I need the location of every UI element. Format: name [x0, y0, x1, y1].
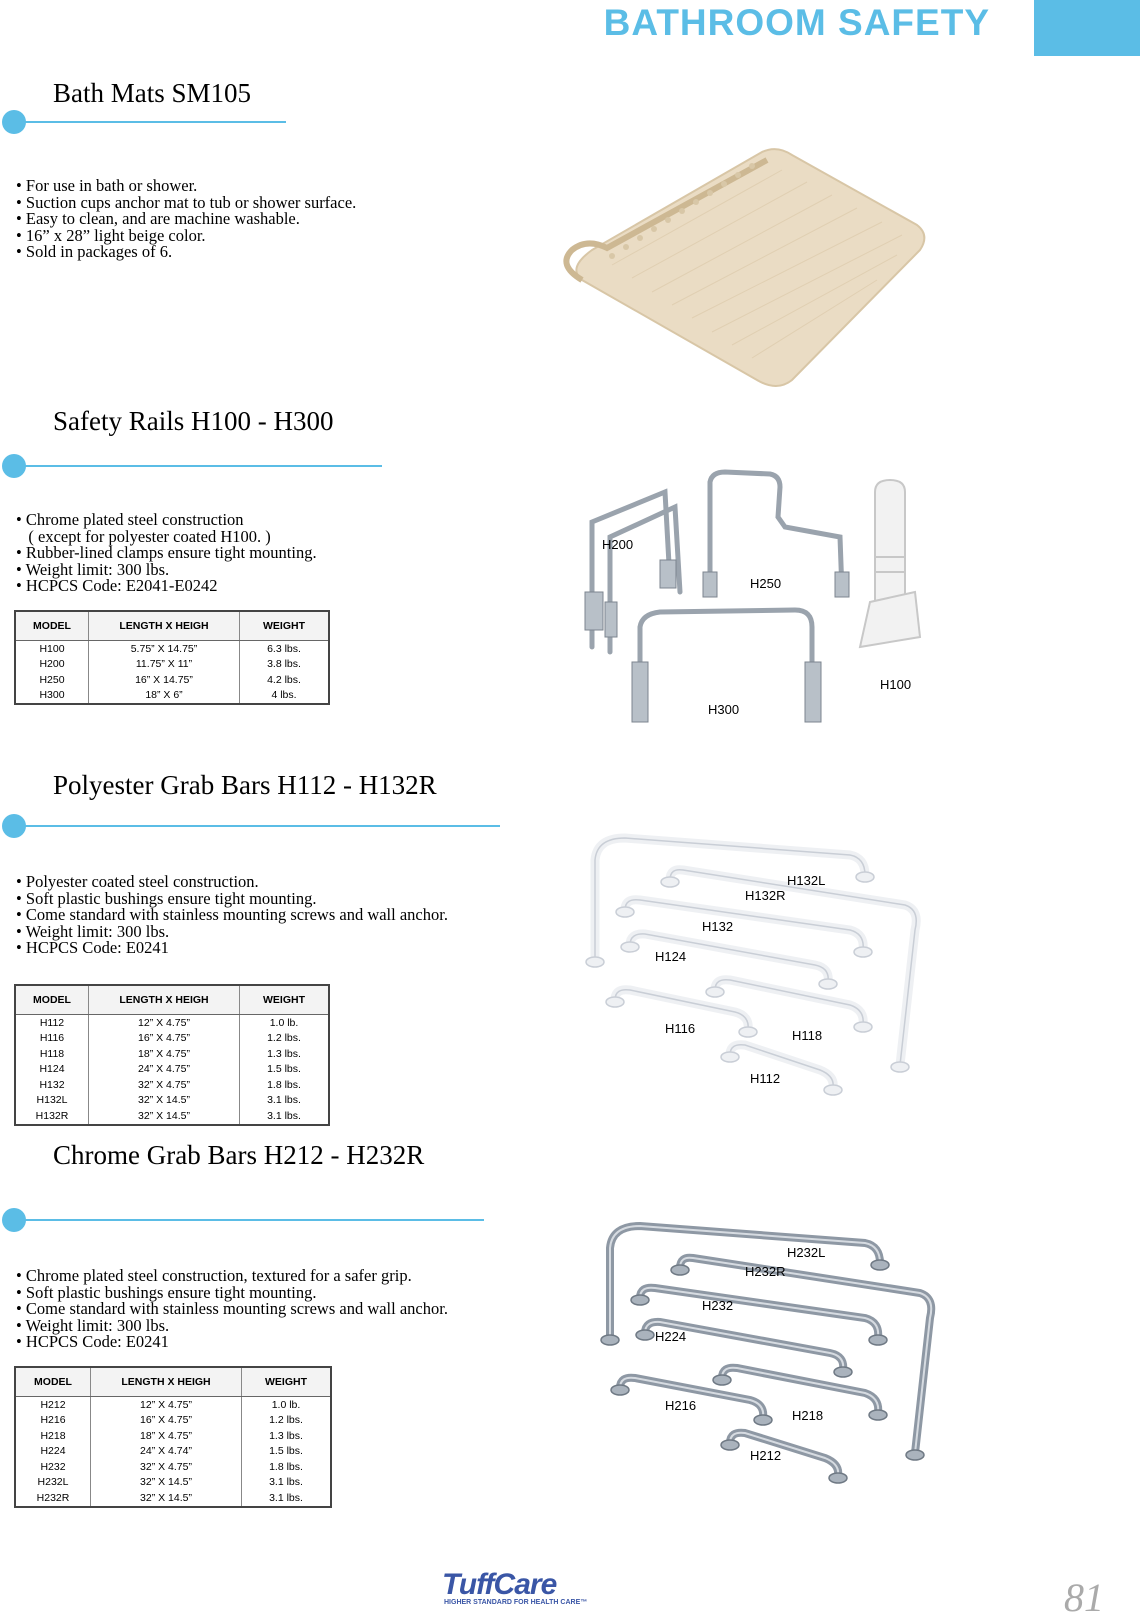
table-cell: H232L — [15, 1475, 91, 1491]
column-header: WEIGHT — [242, 1367, 332, 1397]
product-label-h224: H224 — [655, 1329, 687, 1344]
feature-item: • Weight limit: 300 lbs. — [16, 1318, 448, 1335]
safety-rails-image — [580, 462, 980, 762]
section-rule — [14, 1219, 484, 1221]
table-row — [15, 672, 329, 688]
safety-rails-spec-table — [14, 610, 330, 705]
feature-item: • For use in bath or shower. — [16, 178, 356, 195]
feature-item: • Come standard with stainless mounting screws and wall anchor. — [16, 1301, 448, 1318]
table-cell: 1.0 lb. — [271, 1398, 301, 1411]
table-row — [15, 1490, 331, 1507]
table-cell: 4 lbs. — [271, 689, 297, 702]
product-label-h100: H100 — [880, 677, 912, 692]
product-label-h132: H132 — [702, 919, 734, 934]
table-cell: 12” X 4.75” — [89, 1015, 240, 1031]
table-cell: H218 — [15, 1428, 91, 1444]
product-label-h118: H118 — [792, 1028, 823, 1043]
table-cell: H132L — [15, 1093, 89, 1109]
product-label-h232: H232 — [702, 1298, 734, 1313]
table-cell: 3.1 lbs. — [269, 1491, 303, 1504]
feature-item: • Chrome plated steel construction, textured for a safer grip. — [16, 1268, 448, 1285]
table-cell: 12” X 4.75” — [91, 1397, 242, 1413]
feature-item: • Suction cups anchor mat to tub or shower surface. — [16, 195, 356, 212]
table-cell: H132 — [15, 1077, 89, 1093]
table-row — [15, 1428, 331, 1444]
column-header: LENGTH X HEIGH — [91, 1367, 242, 1397]
product-label-h200: H200 — [602, 537, 634, 552]
chrome-grab-bars-spec-table — [14, 1366, 332, 1508]
table-cell: 5.75” X 14.75” — [89, 641, 240, 657]
tuffcare-logo — [442, 1568, 600, 1608]
product-label-h212: H212 — [750, 1448, 782, 1463]
page-number: 81 — [1064, 1575, 1104, 1620]
brand-tagline: HIGHER STANDARD FOR HEALTH CARE™ — [444, 1599, 588, 1606]
section-title-chrome-grab-bars: Chrome Grab Bars H212 - H232R — [53, 1140, 425, 1170]
feature-item: • HCPCS Code: E0241 — [16, 1334, 448, 1351]
feature-item: • Polyester coated steel construction. — [16, 874, 448, 891]
column-header: MODEL — [15, 611, 89, 641]
safety-rails-features — [16, 512, 317, 595]
table-row — [15, 1077, 329, 1093]
polyester-grab-bars-features — [16, 874, 448, 957]
section-title-bath-mats: Bath Mats SM105 — [53, 78, 252, 108]
table-cell: 32” X 14.5” — [91, 1475, 242, 1491]
column-header: LENGTH X HEIGH — [89, 985, 240, 1015]
table-cell: 32” X 14.5” — [89, 1093, 240, 1109]
table-cell: H200 — [15, 657, 89, 673]
table-cell: 16” X 4.75” — [89, 1031, 240, 1047]
table-cell: 32” X 4.75” — [91, 1459, 242, 1475]
product-label-h250: H250 — [750, 576, 782, 591]
table-row — [15, 1031, 329, 1047]
table-cell: 18” X 4.75” — [91, 1428, 242, 1444]
column-header: WEIGHT — [240, 611, 330, 641]
chrome-grab-bars-features — [16, 1268, 448, 1351]
table-row — [15, 1108, 329, 1125]
feature-item: • HCPCS Code: E0241 — [16, 940, 448, 957]
feature-item: • Rubber-lined clamps ensure tight mounting. — [16, 545, 317, 562]
product-label-h300: H300 — [708, 702, 740, 717]
product-label-h232l: H232L — [787, 1245, 826, 1260]
table-cell: H112 — [15, 1015, 89, 1031]
table-row — [15, 1459, 331, 1475]
table-cell: 16” X 14.75” — [89, 672, 240, 688]
feature-item: • 16” x 28” light beige color. — [16, 228, 356, 245]
table-cell: 32” X 14.5” — [91, 1490, 242, 1507]
column-header: MODEL — [15, 1367, 91, 1397]
feature-item: • Soft plastic bushings ensure tight mounting. — [16, 1285, 448, 1302]
product-label-h112: H112 — [750, 1071, 781, 1086]
table-cell: H118 — [15, 1046, 89, 1062]
table-cell: H124 — [15, 1062, 89, 1078]
section-rule — [14, 465, 382, 467]
section-title-polyester-grab-bars: Polyester Grab Bars H112 - H132R — [53, 770, 437, 800]
table-row — [15, 641, 329, 657]
table-cell: 1.2 lbs. — [269, 1414, 303, 1427]
feature-item: • Easy to clean, and are machine washable. — [16, 211, 356, 228]
table-cell: 24” X 4.74” — [91, 1444, 242, 1460]
product-label-h132l: H132L — [787, 873, 826, 888]
table-cell: H132R — [15, 1108, 89, 1125]
table-cell: 18” X 4.75” — [89, 1046, 240, 1062]
feature-item: • HCPCS Code: E2041-E0242 — [16, 578, 317, 595]
polyester-grab-bars-spec-table — [14, 984, 330, 1126]
product-label-h216: H216 — [665, 1398, 697, 1413]
brand-name: TuffCare — [442, 1568, 557, 1601]
table-row — [15, 1015, 329, 1031]
table-cell: 6.3 lbs. — [267, 642, 301, 655]
table-row — [15, 1093, 329, 1109]
product-label-h132r: H132R — [745, 888, 786, 903]
table-cell: 4.2 lbs. — [267, 673, 301, 686]
table-row — [15, 657, 329, 673]
bath-mat-image — [552, 140, 942, 390]
table-row — [15, 1046, 329, 1062]
feature-item: • Soft plastic bushings ensure tight mounting. — [16, 891, 448, 908]
column-header: MODEL — [15, 985, 89, 1015]
section-rule — [14, 825, 500, 827]
table-cell: 1.5 lbs. — [267, 1063, 301, 1076]
header-accent-box — [1034, 0, 1140, 56]
product-label-h218: H218 — [792, 1408, 824, 1423]
table-cell: 24” X 4.75” — [89, 1062, 240, 1078]
table-cell: H250 — [15, 672, 89, 688]
table-cell: 1.2 lbs. — [267, 1032, 301, 1045]
product-label-h232r: H232R — [745, 1264, 786, 1279]
product-label-h124: H124 — [655, 949, 687, 964]
table-cell: 1.8 lbs. — [269, 1460, 303, 1473]
table-cell: H116 — [15, 1031, 89, 1047]
table-cell: 32” X 4.75” — [89, 1077, 240, 1093]
table-cell: 18” X 6” — [89, 688, 240, 705]
table-row — [15, 1062, 329, 1078]
table-cell: H224 — [15, 1444, 91, 1460]
table-cell: H216 — [15, 1413, 91, 1429]
table-row — [15, 1444, 331, 1460]
feature-item: • Weight limit: 300 lbs. — [16, 924, 448, 941]
feature-item: • Sold in packages of 6. — [16, 244, 356, 261]
table-row — [15, 688, 329, 705]
table-cell: 3.1 lbs. — [269, 1476, 303, 1489]
bath-mats-features — [16, 178, 356, 261]
table-cell: H232R — [15, 1490, 91, 1507]
table-cell: 3.1 lbs. — [267, 1109, 301, 1122]
table-cell: 32” X 14.5” — [89, 1108, 240, 1125]
table-row — [15, 1397, 331, 1413]
table-row — [15, 1475, 331, 1491]
feature-item-continued: ( except for polyester coated H100. ) — [28, 526, 271, 546]
column-header: WEIGHT — [240, 985, 330, 1015]
feature-item: • Chrome plated steel construction — [16, 512, 317, 529]
table-cell: H300 — [15, 688, 89, 705]
table-cell: 1.5 lbs. — [269, 1445, 303, 1458]
column-header: LENGTH X HEIGH — [89, 611, 240, 641]
table-cell: H212 — [15, 1397, 91, 1413]
table-cell: 1.0 lb. — [269, 1016, 299, 1029]
section-rule — [14, 121, 286, 123]
product-label-h116: H116 — [665, 1021, 696, 1036]
feature-item: • Weight limit: 300 lbs. — [16, 562, 317, 579]
table-cell: 3.8 lbs. — [267, 658, 301, 671]
table-row — [15, 1413, 331, 1429]
section-title-safety-rails: Safety Rails H100 - H300 — [53, 406, 334, 436]
table-cell: 1.3 lbs. — [267, 1047, 301, 1060]
table-cell: 11.75” X 11” — [89, 657, 240, 673]
page-header-title: BATHROOM SAFETY — [603, 2, 990, 43]
table-cell: 3.1 lbs. — [267, 1094, 301, 1107]
table-cell: 1.8 lbs. — [267, 1078, 301, 1091]
table-cell: H232 — [15, 1459, 91, 1475]
feature-item: • Come standard with stainless mounting screws and wall anchor. — [16, 907, 448, 924]
table-cell: 1.3 lbs. — [269, 1429, 303, 1442]
table-cell: 16” X 4.75” — [91, 1413, 242, 1429]
table-cell: H100 — [15, 641, 89, 657]
